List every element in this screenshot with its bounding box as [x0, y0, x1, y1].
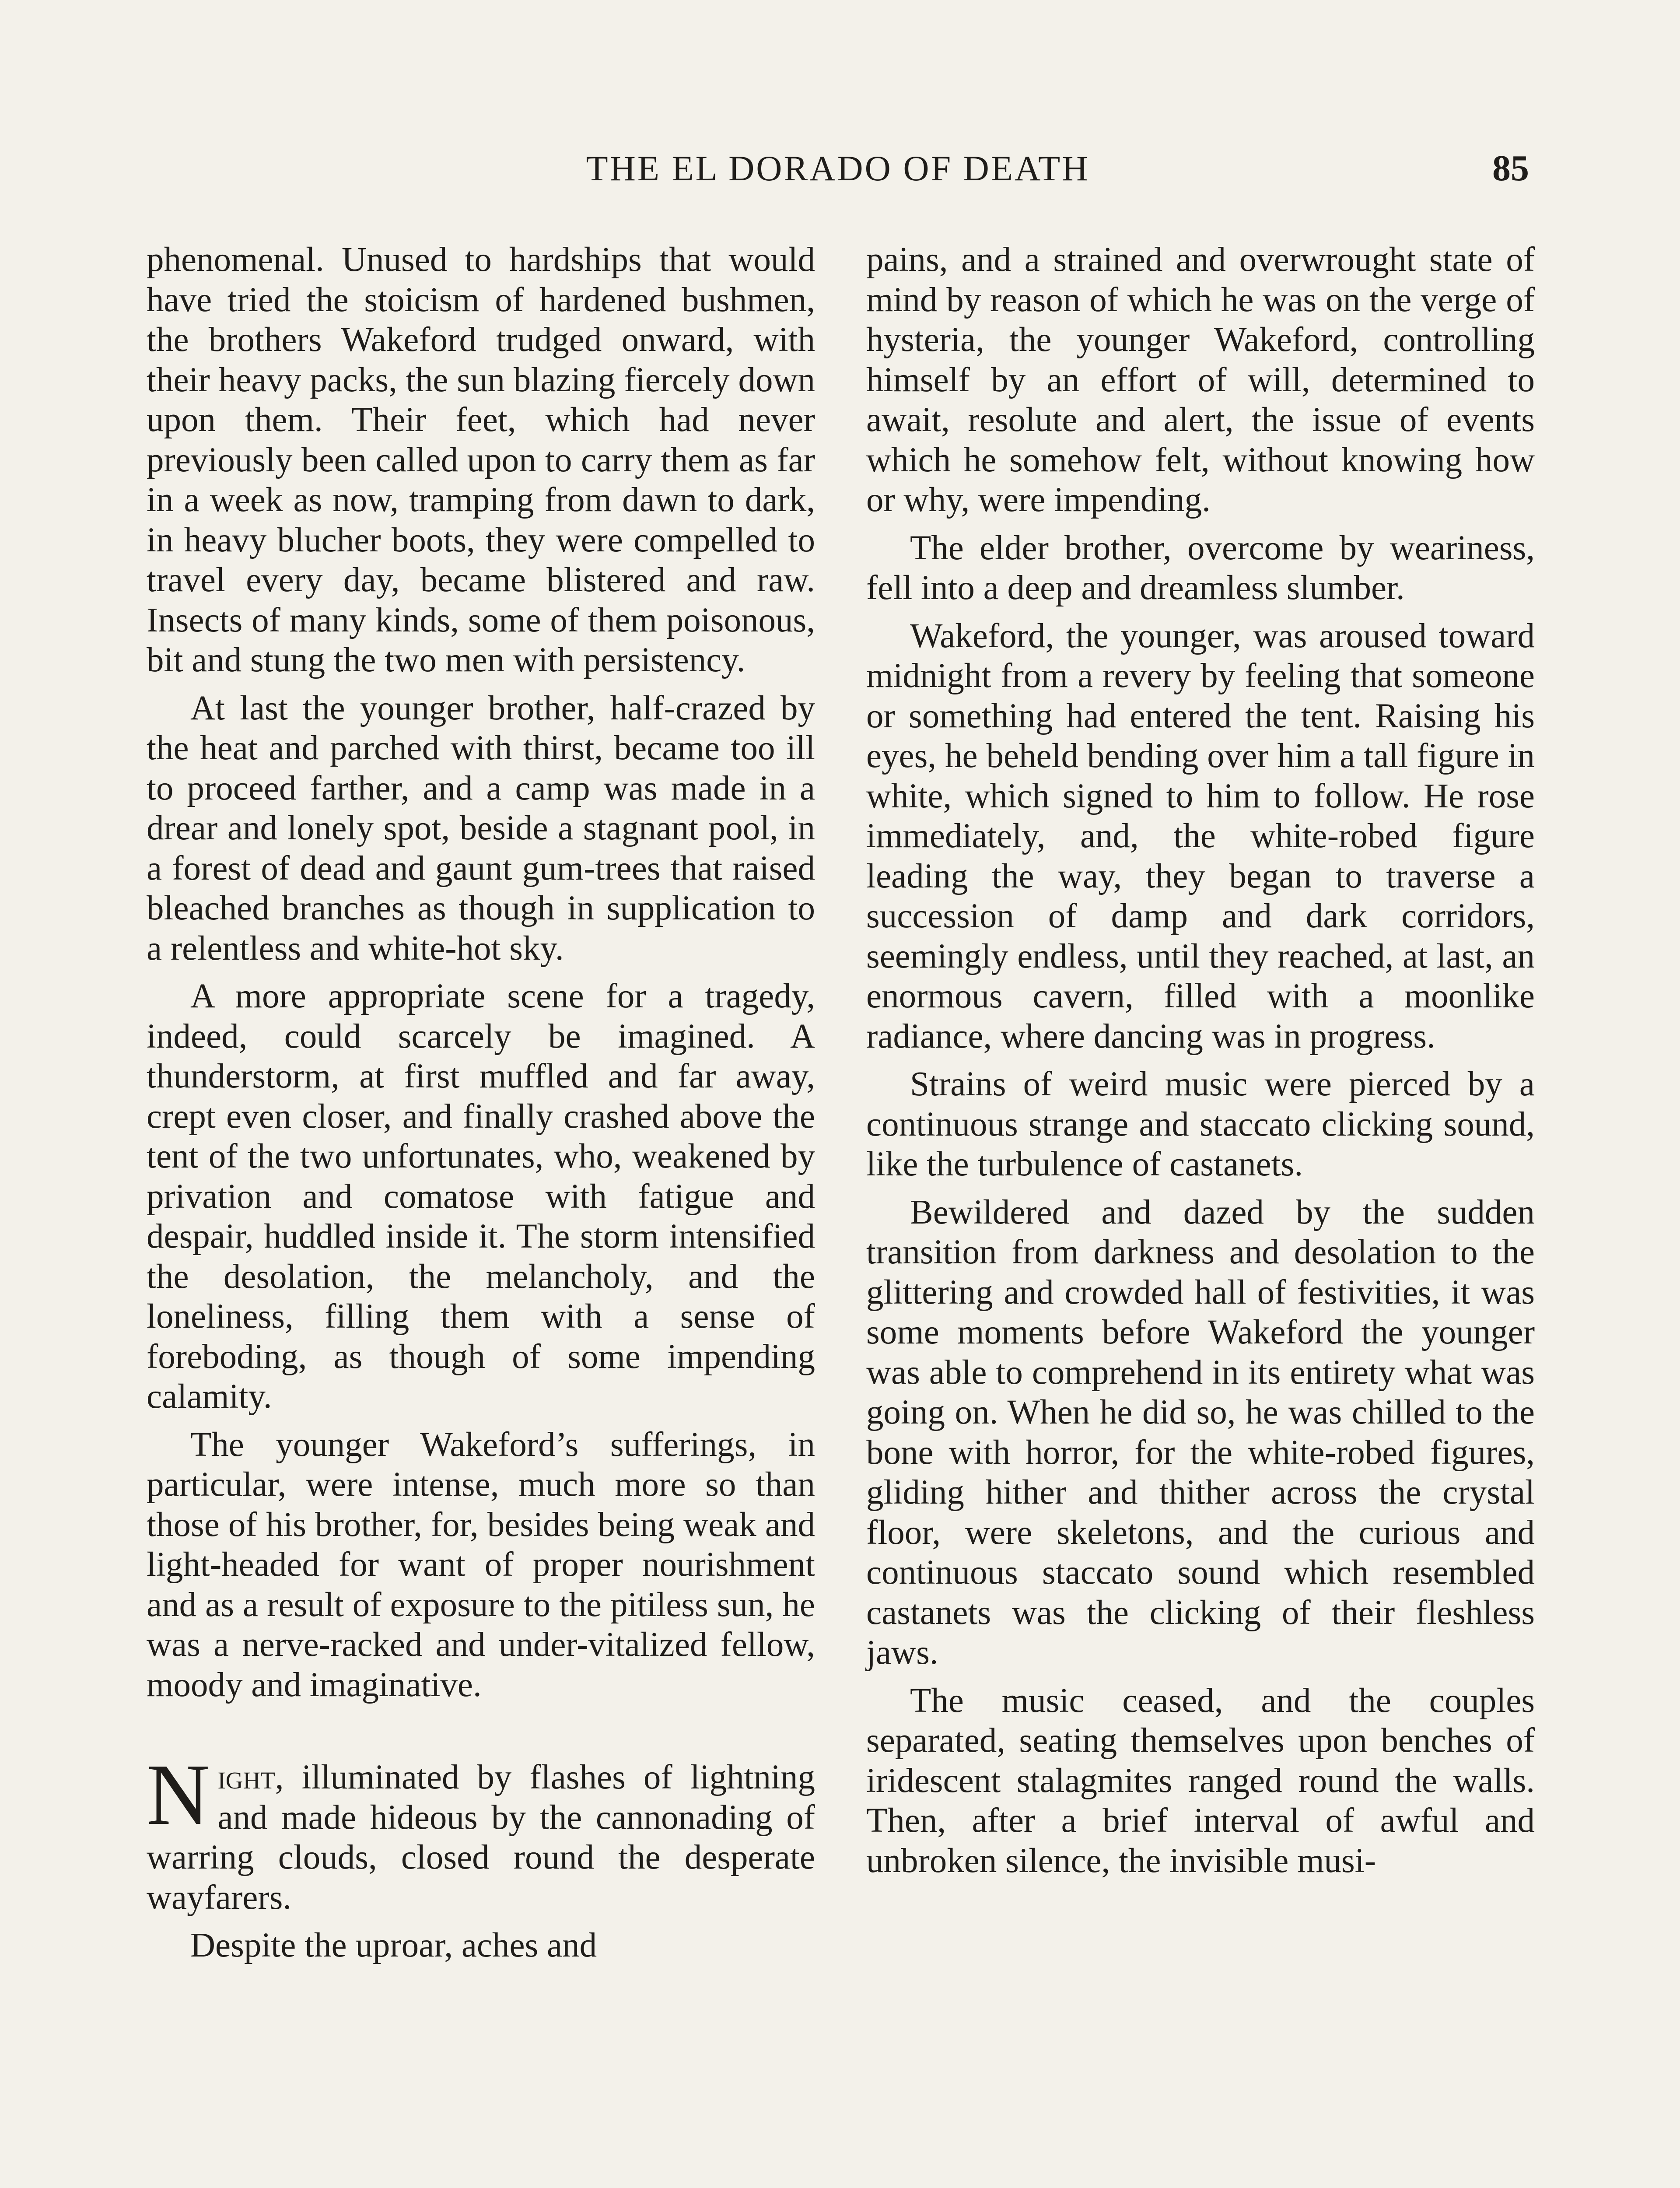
- drop-cap: N: [147, 1746, 210, 1843]
- small-caps-lead: ight,: [217, 1758, 284, 1796]
- paragraph: The elder brother, overcome by weariness, fell into a deep and dreamless slumber.: [866, 529, 1535, 607]
- section-start-paragraph: [147, 1746, 815, 1918]
- page-number: 85: [1492, 148, 1529, 189]
- left-column: [147, 240, 815, 1974]
- paragraph: Wakeford, the younger, was aroused toward midnight from a revery by feeling that someone or something had entered the tent. Raising his eyes, he beheld bending over him a tall figure in white, which signed to him to follow. He rose immediately, and, the white-robed figure leading the way, they began to traverse a succession of damp and dark corridors, seemingly endless, until they reached, at last, an enormous cavern, filled with a moonlike radiance, where dancing was in progress.: [866, 617, 1535, 1055]
- right-column: [866, 240, 1535, 1889]
- paragraph: The music ceased, and the couples separated, seating themselves upon benches of iridescent stalagmites ranged round the walls. Then, after a brief interval of awful and unbroken silence, the invisible musi-: [866, 1681, 1535, 1880]
- paragraph: pains, and a strained and overwrought state of mind by reason of which he was on the verge of hysteria, the younger Wakeford, controlling himself by an effort of will, determined to await, resolute and alert, the issue of events which he somehow felt, without knowing how or why, were impending.: [866, 241, 1535, 519]
- paragraph-text: illuminated by flashes of lightning and made hideous by the cannonading of warring clouds, closed round the desperate wayfarers.: [147, 1758, 815, 1917]
- page-header: [147, 142, 1529, 195]
- running-title: THE EL DORADO OF DEATH: [586, 148, 1090, 188]
- paragraph: phenomenal. Unused to hardships that would have tried the stoicism of hardened bushmen, the brothers Wakeford trudged onward, with their heavy packs, the sun blazing fiercely down upon them. Their feet, which had never previously been called upon to carry them as far in a week as now, tramping from dawn to dark, in heavy blucher boots, they were compelled to travel every day, became blistered and raw. Insects of many kinds, some of them poisonous, bit and stung the two men with persistency.: [147, 241, 815, 679]
- paragraph: Despite the uproar, aches and: [190, 1926, 597, 1964]
- paragraph: Strains of weird music were pierced by a continuous strange and staccato clicking sound, like the turbulence of castanets.: [866, 1065, 1535, 1183]
- paragraph: At last the younger brother, half-crazed by the heat and parched with thirst, became too ill to proceed farther, and a camp was made in a drear and lonely spot, beside a stagnant pool, in a forest of dead and gaunt gum-trees that raised bleached branches as though in supplication to a relentless and white-hot sky.: [147, 689, 815, 968]
- paragraph: The younger Wakeford’s sufferings, in particular, were intense, much more so than those of his brother, for, besides being weak and light-headed for want of proper nourishment and as a result of exposure to the pitiless sun, he was a nerve-racked and under-vitalized fellow, moody and imaginative.: [147, 1425, 815, 1704]
- paragraph: Bewildered and dazed by the sudden transition from darkness and desolation to the glittering and crowded hall of festivities, it was some moments before Wakeford the younger was able to comprehend in its entirety what was going on. When he did so, he was chilled to the bone with horror, for the white-robed figures, gliding hither and thither across the crystal floor, were skeletons, and the curious and continuous staccato sound which resembled castanets was the clicking of their fleshless jaws.: [866, 1193, 1535, 1672]
- paragraph: A more appropriate scene for a tragedy, indeed, could scarcely be imagined. A thunderstorm, at first muffled and far away, crept even closer, and finally crashed above the tent of the two unfortunates, who, weakened by privation and comatose with fatigue and despair, huddled inside it. The storm intensified the desolation, the melancholy, and the loneliness, filling them with a sense of foreboding, as though of some impending calamity.: [147, 977, 815, 1416]
